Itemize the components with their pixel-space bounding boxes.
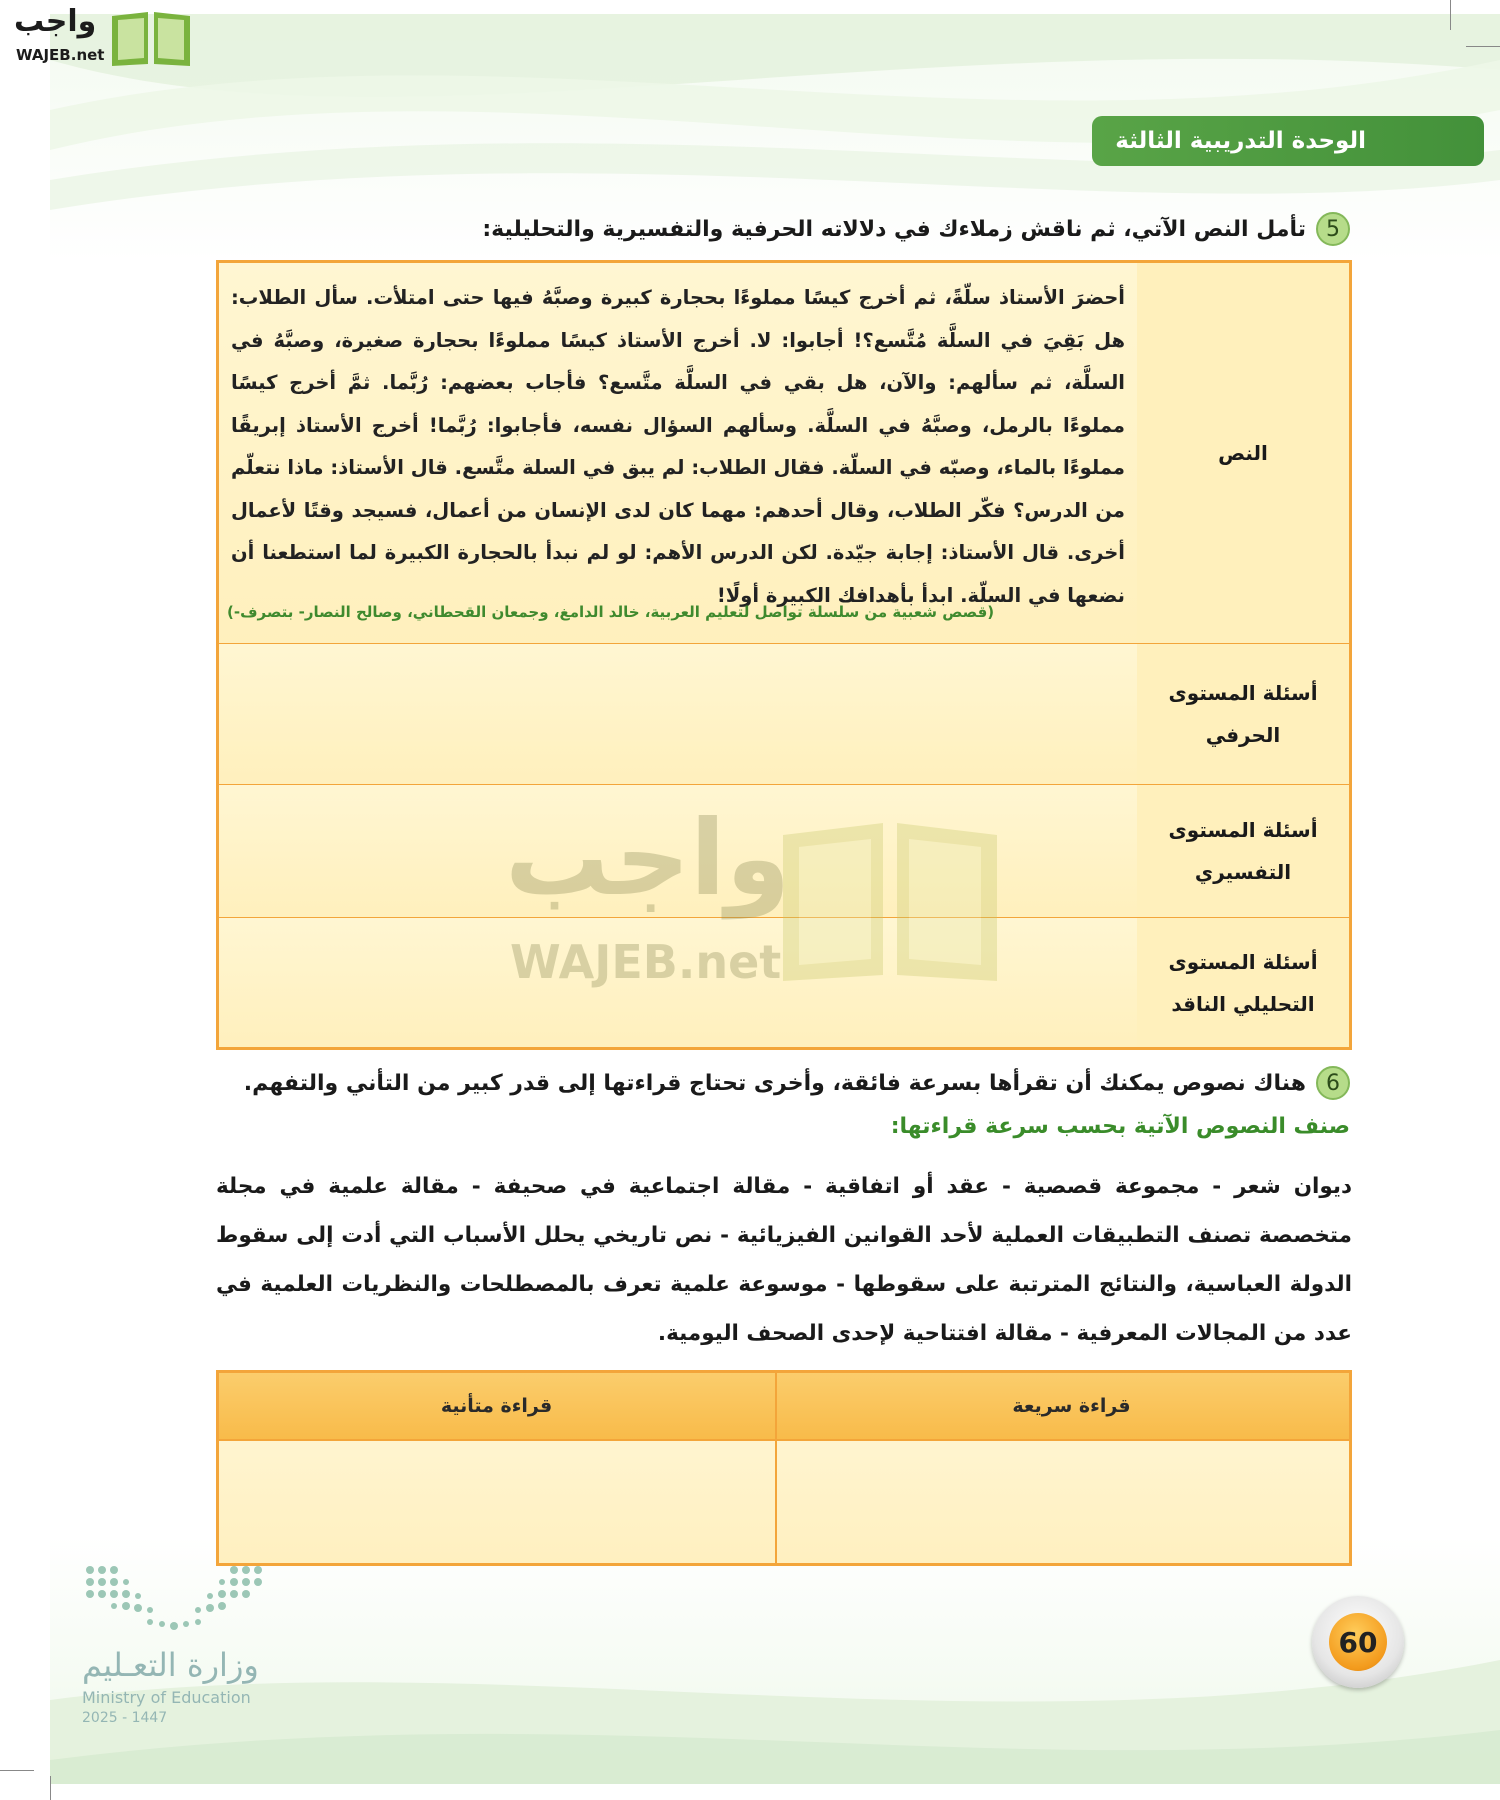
passage-source: (قصص شعبية من سلسلة تواصل لتعليم العربية، خالد الدامغ، وجمعان القحطاني، وصالح النصار- بتصرف-)	[227, 603, 995, 621]
answer-cell-slow[interactable]	[219, 1441, 774, 1563]
question-text: هناك نصوص يمكنك أن تقرأها بسرعة فائقة، وأخرى تحتاج قراءتها إلى قدر كبير من التأني والتفهم.	[243, 1070, 1306, 1096]
answer-cell[interactable]	[219, 644, 1137, 784]
row-label-line: أسئلة المستوى	[1168, 681, 1318, 705]
unit-title: الوحدة التدريبية الثالثة	[1115, 128, 1366, 154]
page-number: 60	[1329, 1613, 1387, 1671]
wajeb-logo-english: WAJEB.net	[16, 46, 105, 64]
ministry-logo	[80, 1560, 280, 1730]
row-label-line: أسئلة المستوى	[1168, 949, 1318, 974]
question-number-badge: 5	[1316, 212, 1350, 246]
ministry-dots-icon	[84, 1560, 274, 1640]
crop-mark	[0, 1770, 34, 1771]
column-divider	[775, 1373, 777, 1563]
passage-cell	[219, 263, 1137, 643]
wajeb-logo-arabic: واجب	[14, 4, 97, 39]
row-label-text: النص	[1218, 441, 1268, 465]
row-label	[1135, 263, 1349, 643]
watermark-arabic: واجب	[505, 797, 791, 919]
ministry-year: 2025 - 1447	[82, 1710, 168, 1726]
watermark	[505, 797, 1005, 995]
unit-title-banner	[1092, 116, 1484, 166]
question-number-badge: 6	[1316, 1066, 1350, 1100]
reading-speed-table	[216, 1370, 1352, 1566]
book-icon	[775, 815, 1005, 985]
question-6	[244, 1066, 1350, 1100]
crop-mark	[1450, 0, 1451, 30]
crop-mark	[1466, 46, 1500, 47]
row-label	[1135, 918, 1349, 1047]
text-types-list: ديوان شعر - مجموعة قصصية - عقد أو اتفاقية - مقالة اجتماعية في صحيفة - مقالة علمية في مجلة متخصصة تصنف التطبيقات العملية لأحد القوانين الفيزيائية - نص تاريخي يحلل الأسباب التي أدت إلى سقوط الدولة العباسية، والنتائج المترتبة على سقوطها - موسوعة علمية تعرف بالمصطلحات والنظريات العلمية في عدد من المجالات المعرفية - مقالة افتتاحية لإحدى الصحف اليومية.	[216, 1174, 1352, 1346]
column-header-fast: قراءة سريعة	[1012, 1395, 1131, 1417]
ministry-name-arabic: وزارة التعـليم	[82, 1646, 259, 1684]
ministry-name-english: Ministry of Education	[82, 1688, 251, 1707]
passage-text: أحضرَ الأستاذ سلّةً، ثم أخرج كيسًا مملوءًا بحجارة كبيرة وصبَّهُ فيها حتى امتلأت. سأل الطلاب: هل بَقِيَ في السلَّة مُتَّسع؟! أجابوا: لا. أخرج الأستاذ كيسًا مملوءًا بحجارة صغيرة، وصبَّهُ في السلَّة، ثم سألهم: والآن، هل بقي في السلَّة متَّسع؟ فأجاب بعضهم: رُبَّما. ثمَّ أخرج كيسًا مملوءًا بالرمل، وصبَّهُ في السلَّة. وسألهم السؤال نفسه، فأجابوا: رُبَّما! أخرج الأستاذ إبريقًا مملوءًا بالماء، وصبّه في السلّة. فقال الطلاب: لم يبق في السلة متَّسع. قال الأستاذ: ماذا نتعلّم من الدرس؟ فكّر الطلاب، وقال أحدهم: مهما كان لدى الإنسان من أعمال، فسيجد وقتًا لأعمال أخرى. قال الأستاذ: إجابة جيّدة. لكن الدرس الأهم: لو لم نبدأ بالحجارة الكبيرة لما استطعنا أن نضعها في السلّة. ابدأ بأهدافك الكبيرة أولًا!	[231, 286, 1125, 607]
wajeb-logo	[8, 4, 193, 68]
book-icon	[108, 8, 194, 68]
row-label	[1135, 785, 1349, 917]
question-text: تأمل النص الآتي، ثم ناقش زملاءك في دلالاته الحرفية والتفسيرية والتحليلية:	[482, 216, 1306, 242]
row-label-line: أسئلة المستوى	[1168, 818, 1318, 842]
question-5	[482, 212, 1350, 246]
instruction-text: صنف النصوص الآتية بحسب سرعة قراءتها:	[890, 1114, 1350, 1139]
table-row-text	[219, 263, 1349, 645]
table-row-literal	[219, 644, 1349, 786]
watermark-english: WAJEB.net	[510, 935, 782, 989]
column-header-slow: قراءة متأنية	[440, 1395, 553, 1417]
page-number-badge	[1312, 1596, 1404, 1688]
row-label	[1135, 644, 1349, 784]
row-label-line: الحرفي	[1205, 723, 1281, 747]
row-label-line: التحليلي الناقد	[1171, 991, 1315, 1016]
answer-cell-fast[interactable]	[794, 1441, 1349, 1563]
row-label-line: التفسيري	[1194, 860, 1292, 884]
crop-mark	[50, 1776, 51, 1800]
